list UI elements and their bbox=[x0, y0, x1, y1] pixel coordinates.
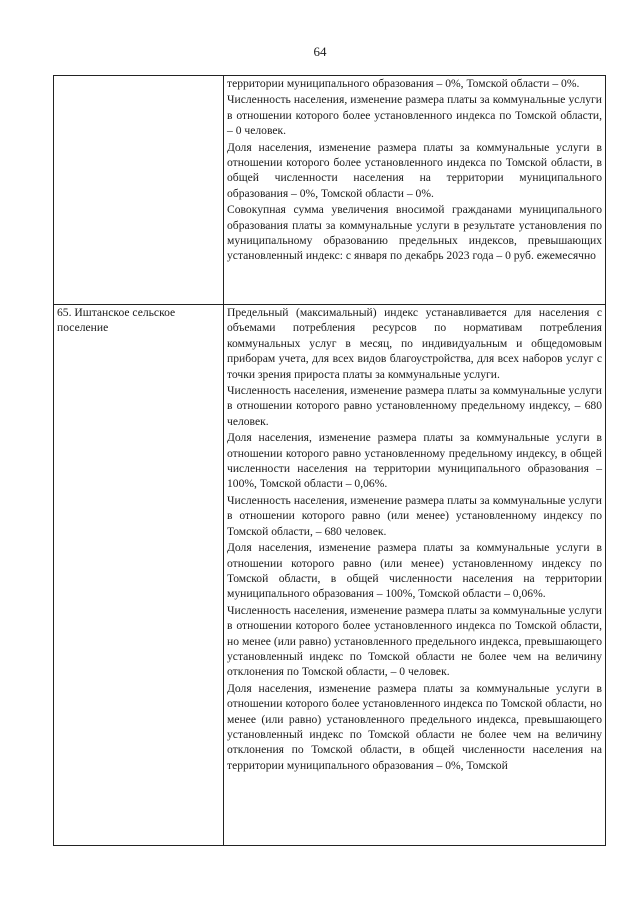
municipality-cell bbox=[54, 76, 224, 305]
description-cell bbox=[224, 76, 606, 305]
paragraph: Совокупная сумма увеличения вносимой гражданами муниципального образования платы за коммунальные услуги в результате установления по муниципальному образованию предельных индексов, превышающих установленный индекс: с января по декабрь 2023 года – 0 руб. ежемесячно bbox=[227, 203, 602, 263]
paragraph: Численность населения, изменение размера платы за коммунальные услуги в отношении которого равно установленному предельному индексу, – 680 человек. bbox=[227, 384, 602, 428]
table-row bbox=[54, 305, 606, 846]
paragraph: Численность населения, изменение размера платы за коммунальные услуги в отношении которого равно (или менее) установленному индексу по Томской области, – 680 человек. bbox=[227, 493, 602, 538]
paragraph: Численность населения, изменение размера платы за коммунальные услуги в отношении которого более установленного индекса по Томской области, – 0 человек. bbox=[227, 93, 602, 138]
paragraph: Доля населения, изменение размера платы за коммунальные услуги в отношении которого более установленного индекса по Томской области, в общей численности населения на территории муниципального образования – 0%, Томской области – 0%. bbox=[227, 140, 602, 200]
paragraph: Доля населения, изменение размера платы за коммунальные услуги в отношении которого равно установленному предельному индексу, в общей численности населения на территории муниципального образования – 100%, Томской области – 0,06%. bbox=[227, 431, 602, 491]
paragraph: Предельный (максимальный) индекс устанавливается для населения с объемами потребления ресурсов по нормативам потребления коммунальных услуг в месяц, по индивидуальным и общедомовым приборам учета, для всех видов благоустройства, для всех наборов услуг с точки зрения прироста платы за коммунальные услуги. bbox=[227, 306, 602, 381]
paragraph: территории муниципального образования – 0%, Томской области – 0%. bbox=[227, 77, 580, 90]
page-number: 64 bbox=[313, 44, 327, 59]
municipality-cell: 65. Иштанское сельское поселение bbox=[54, 305, 224, 846]
document-table bbox=[53, 75, 606, 846]
description-cell bbox=[224, 305, 606, 846]
paragraph: Доля населения, изменение размера платы за коммунальные услуги в отношении которого равно (или менее) установленному индексу по Томской области, в общей численности населения на территории муниципального образования – 100%, Томской области – 0,06%. bbox=[227, 541, 602, 601]
paragraph: Доля населения, изменение размера платы за коммунальные услуги в отношении которого более установленного индекса по Томской области, но менее (или равно) установленного предельного индекса, превышающего установленный индекс по Томской области не более чем на величину отклонения по Томской области, в общей численности населения на территории муниципального образования – 0%, Томской bbox=[227, 681, 602, 772]
paragraph: Численность населения, изменение размера платы за коммунальные услуги в отношении которого более установленного индекса по Томской области, но менее (или равно) установленного предельного индекса, превышающего установленный индекс по Томской области не более чем на величину отклонения по Томской области, – 0 человек. bbox=[227, 603, 602, 679]
table-row bbox=[54, 76, 606, 305]
